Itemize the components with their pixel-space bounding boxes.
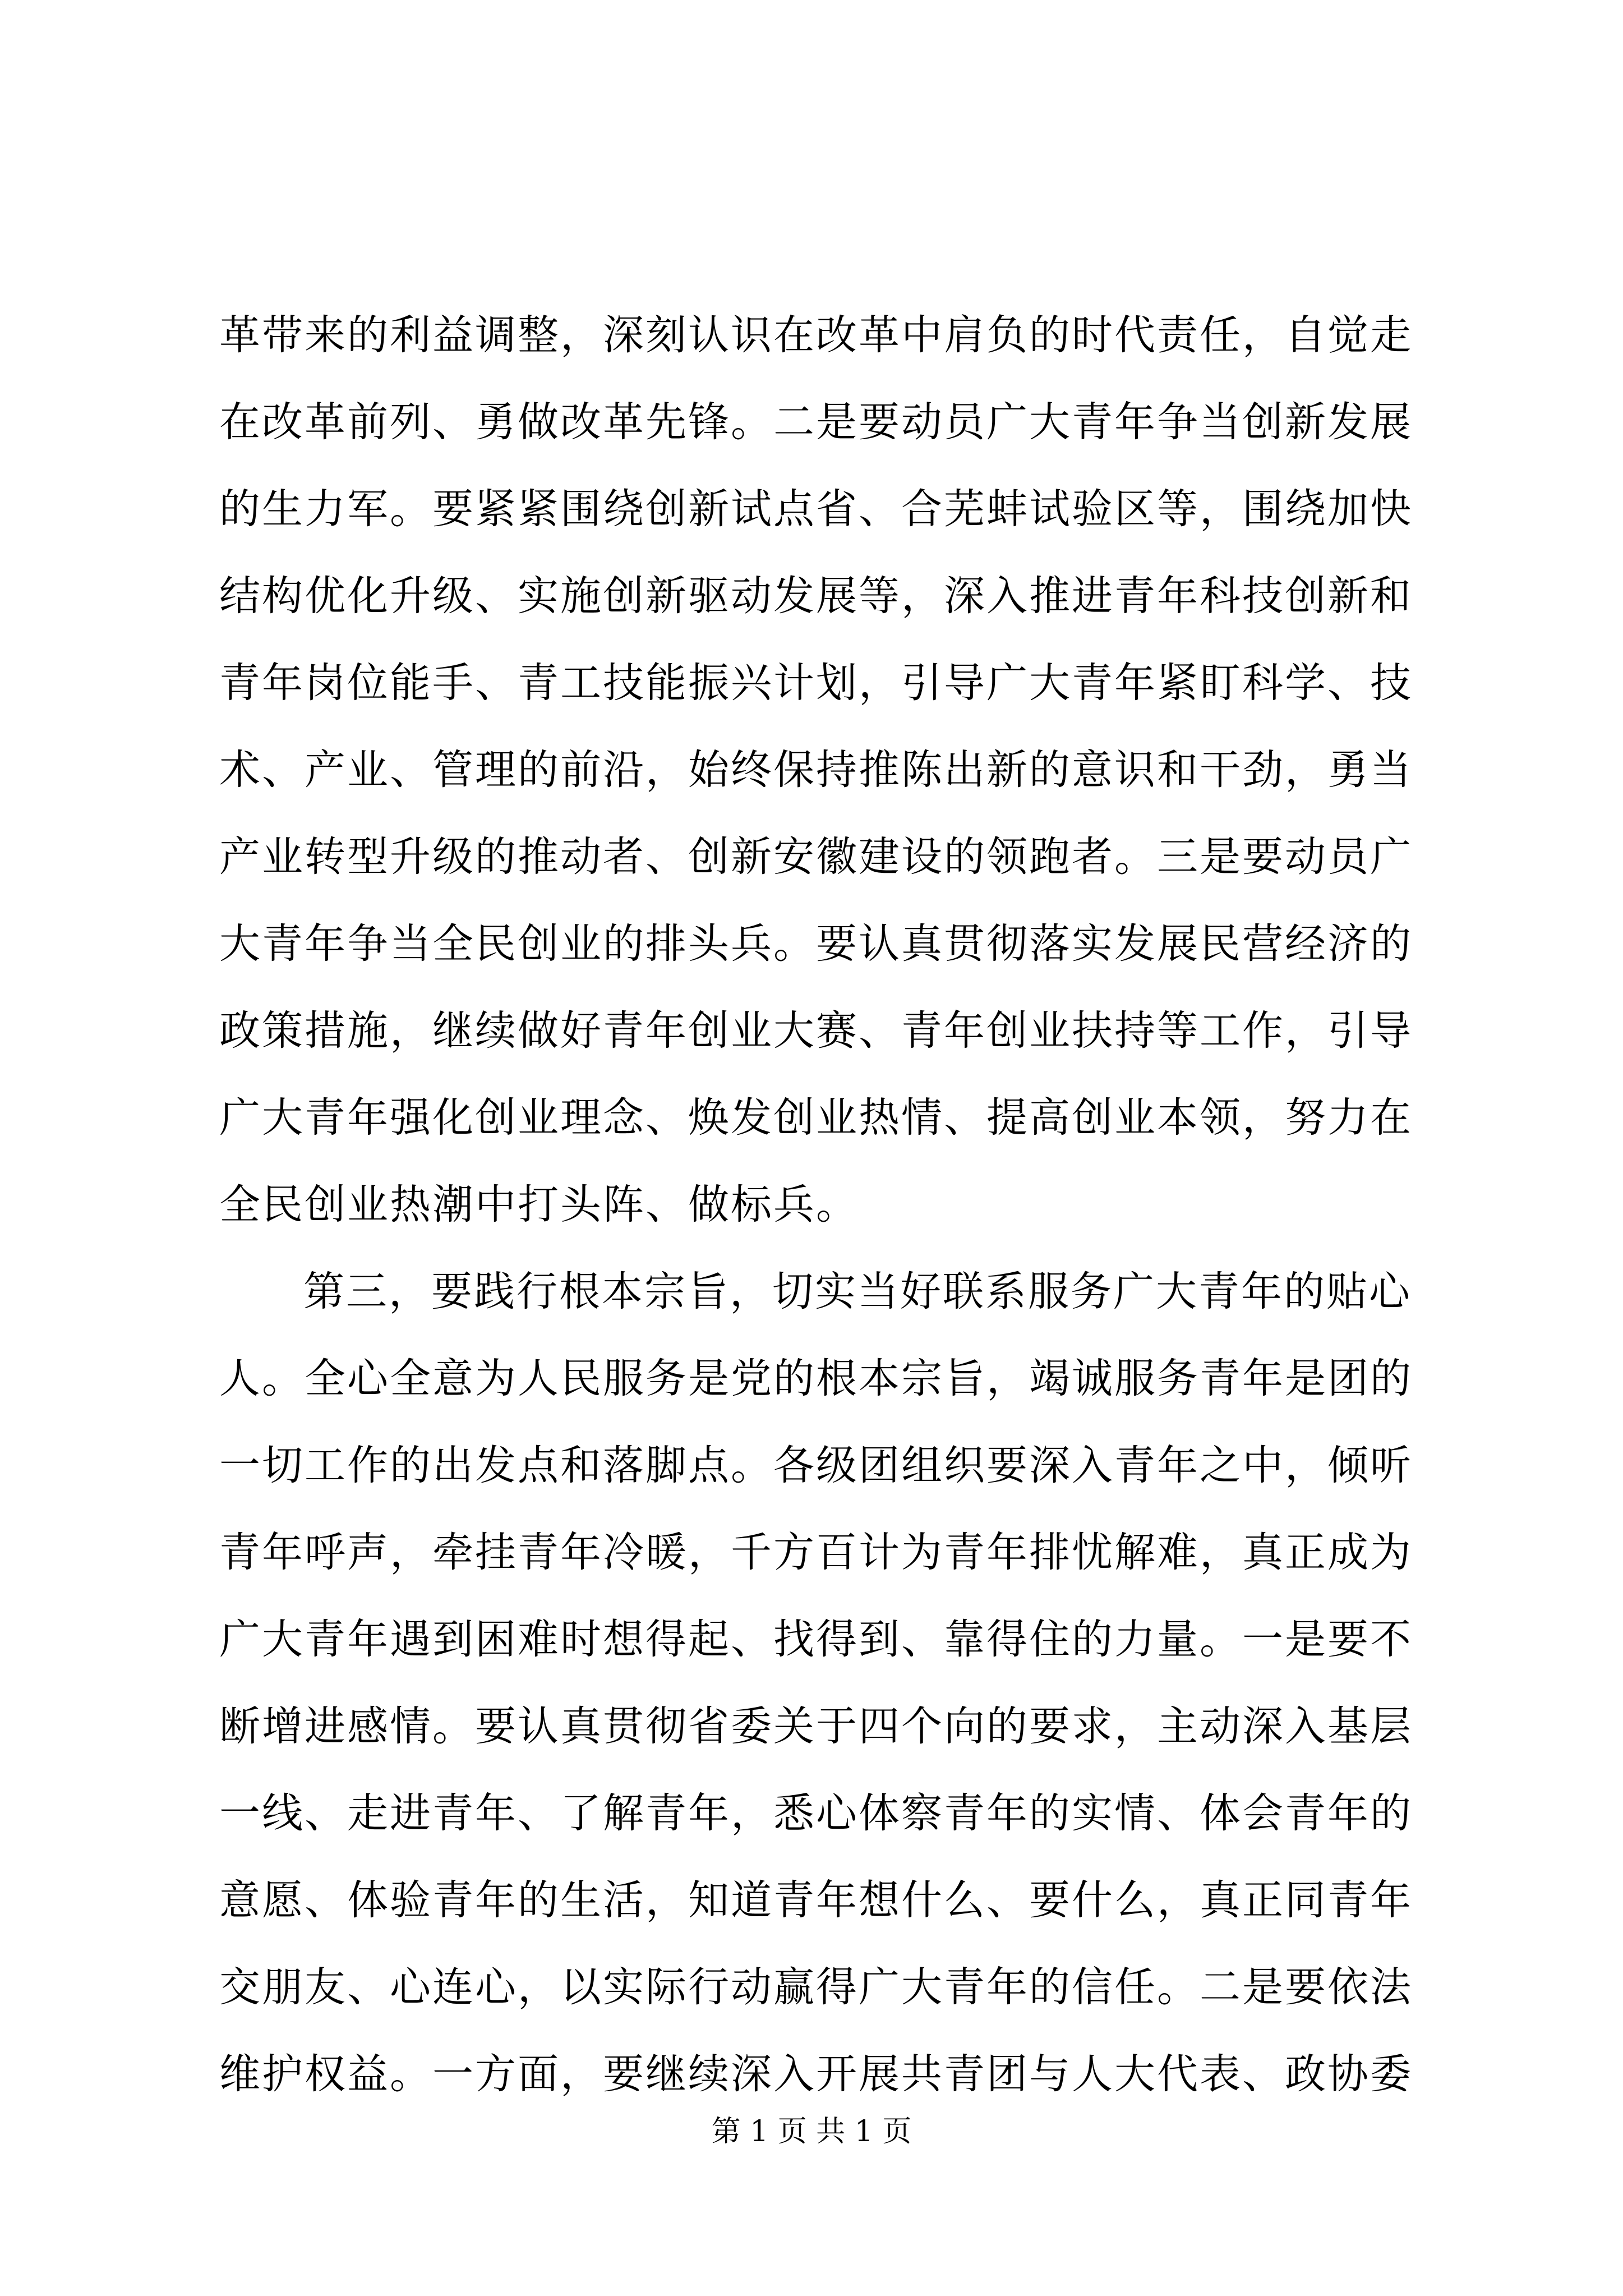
text-line: 广大青年强化创业理念、焕发创业热情、提高创业本领，努力在 (219, 1094, 1413, 1142)
text-line: 意愿、体验青年的生活，知道青年想什么、要什么，真正同青年 (219, 1876, 1413, 1924)
paragraph-1 (219, 292, 1414, 1248)
text-line: 交朋友、心连心，以实际行动赢得广大青年的信任。二是要依法 (219, 1963, 1413, 2011)
text-line: 广大青年遇到困难时想得起、找得到、靠得住的力量。一是要不 (219, 1616, 1413, 1663)
page-footer (0, 2109, 1623, 2154)
text-line: 革带来的利益调整，深刻认识在改革中肩负的时代责任，自觉走 (219, 311, 1413, 359)
text-line: 青年岗位能手、青工技能振兴计划，引导广大青年紧盯科学、技 (219, 659, 1413, 707)
text-line: 全民创业热潮中打头阵、做标兵。 (219, 1181, 859, 1228)
text-line: 结构优化升级、实施创新驱动发展等，深入推进青年科技创新和 (219, 572, 1413, 620)
text-line: 产业转型升级的推动者、创新安徽建设的领跑者。三是要动员广 (219, 833, 1413, 881)
text-line: 第三，要践行根本宗旨，切实当好联系服务广大青年的贴心 (303, 1268, 1412, 1315)
paragraph-2 (219, 1248, 1414, 2118)
text-line: 大青年争当全民创业的排头兵。要认真贯彻落实发展民营经济的 (219, 920, 1413, 968)
text-line: 断增进感情。要认真贯彻省委关于四个向的要求，主动深入基层 (219, 1703, 1413, 1750)
text-line: 在改革前列、勇做改革先锋。二是要动员广大青年争当创新发展 (219, 398, 1413, 446)
text-line: 的生力军。要紧紧围绕创新试点省、合芜蚌试验区等，围绕加快 (219, 485, 1413, 533)
text-line: 维护权益。一方面，要继续深入开展共青团与人大代表、政协委 (219, 2050, 1413, 2098)
text-line: 一切工作的出发点和落脚点。各级团组织要深入青年之中，倾听 (219, 1442, 1413, 1489)
text-line: 政策措施，继续做好青年创业大赛、青年创业扶持等工作，引导 (219, 1007, 1413, 1055)
text-line: 人。全心全意为人民服务是党的根本宗旨，竭诚服务青年是团的 (219, 1355, 1413, 1402)
page-number-label: 第 1 页 共 1 页 (711, 2115, 912, 2148)
text-line: 青年呼声，牵挂青年冷暖，千方百计为青年排忧解难，真正成为 (219, 1529, 1413, 1576)
text-line: 一线、走进青年、了解青年，悉心体察青年的实情、体会青年的 (219, 1789, 1413, 1837)
text-line: 术、产业、管理的前沿，始终保持推陈出新的意识和干劲，勇当 (219, 746, 1413, 794)
document-body (219, 292, 1414, 2118)
